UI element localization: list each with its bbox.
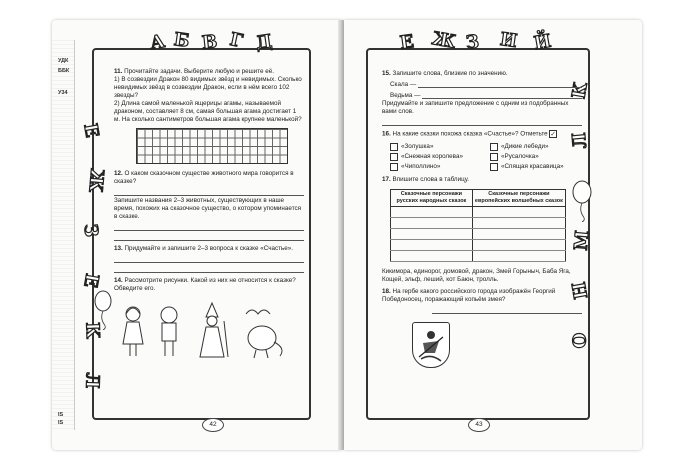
option-label: «Русалочка»	[501, 152, 539, 160]
task-16	[382, 130, 582, 172]
table-cell[interactable]	[472, 217, 565, 228]
margin-meta-u34: У34	[58, 90, 68, 96]
decor-letter: Д	[254, 30, 274, 55]
left-page	[52, 20, 342, 450]
option[interactable]	[390, 163, 482, 171]
task-17	[382, 176, 582, 284]
task-18	[382, 288, 582, 368]
answer-line[interactable]	[114, 222, 304, 231]
st-george-icon	[413, 323, 449, 367]
task-text: Придумайте и запишите 2–3 вопроса к сказке «Счастье».	[124, 245, 294, 252]
table-cell[interactable]	[391, 206, 473, 217]
checkbox[interactable]	[490, 163, 498, 171]
table-cell[interactable]	[391, 250, 473, 261]
table-row	[391, 250, 566, 261]
answer-line[interactable]	[114, 254, 304, 263]
decor-letter: А	[148, 30, 167, 55]
decor-letter: Н	[568, 280, 593, 301]
wizard-illustration[interactable]	[194, 301, 230, 359]
task-text: 2) Длина самой маленькой ящерицы агамы, называемой драконом, составляет 8 см, самая большая агама достигает 1 м. На сколько сантиметров большая агама крупнее маленькой?	[114, 100, 302, 123]
word-row	[390, 89, 582, 100]
table-cell[interactable]	[472, 239, 565, 250]
option-label: «Снежная королева»	[401, 152, 463, 160]
balloon-icon	[92, 290, 114, 330]
task-text: Запишите слова, близкие по значению.	[392, 70, 508, 77]
answer-line[interactable]	[432, 305, 582, 314]
boy-illustration[interactable]	[154, 304, 184, 359]
decor-letter: Е	[79, 271, 103, 290]
task-15	[382, 70, 582, 126]
answer-line[interactable]	[418, 79, 582, 88]
option[interactable]	[490, 163, 582, 171]
answer-line[interactable]	[114, 264, 304, 273]
task-text: Рассмотрите рисунки. Какой из них не относится к сказке? Обведите его.	[114, 277, 296, 292]
decor-letter: Л	[568, 131, 592, 150]
bottom-meta-1: IS	[58, 412, 64, 418]
checkbox[interactable]	[390, 153, 398, 161]
task-12	[114, 170, 304, 241]
answer-grid[interactable]	[136, 128, 288, 164]
task-text: На какие сказки похожа сказка «Счастье»? Отметьте	[392, 130, 548, 138]
task-text: О каком сказочном существе животного мира говорится в сказке?	[114, 170, 294, 185]
table-row	[391, 239, 566, 250]
task-13	[114, 245, 304, 273]
option[interactable]	[390, 143, 482, 151]
word-row	[390, 78, 582, 89]
decor-letter: К	[568, 80, 592, 101]
option[interactable]	[490, 153, 582, 161]
left-page-content	[114, 68, 304, 359]
answer-line[interactable]	[114, 187, 304, 196]
checkbox[interactable]	[390, 143, 398, 151]
word-list: Кикимора, единорог, домовой, дракон, Змей Горыныч, Баба Яга, Кощей, эльф, леший, кот Баюн, тролль.	[382, 267, 571, 283]
task-text: Запишите названия 2–3 животных, существующих в наше время, похожих на сказочное существо, о котором упоминается в сказке.	[114, 197, 302, 220]
decor-letter: Г	[227, 28, 245, 53]
coat-of-arms-icon	[412, 322, 450, 368]
open-workbook	[52, 20, 642, 450]
task-11	[114, 68, 304, 124]
word-label: Скала —	[390, 81, 417, 88]
table-cell[interactable]	[391, 239, 473, 250]
decor-letter: Й	[532, 30, 553, 55]
right-page	[344, 20, 642, 450]
options-grid	[390, 142, 582, 172]
table-cell[interactable]	[391, 217, 473, 228]
answer-line[interactable]	[382, 117, 582, 126]
characters-table	[390, 189, 566, 262]
decor-letter: М	[570, 229, 594, 252]
task-text: На гербе какого российского города изображён Георгий Победоносец, поражающий копьём змея?	[382, 287, 556, 303]
table-row	[391, 217, 566, 228]
illustrations	[114, 299, 304, 359]
decor-letter: Ж	[84, 167, 108, 194]
table-header: Сказочные персонажи европейских волшебных сказок	[472, 189, 565, 206]
table-cell[interactable]	[472, 250, 565, 261]
table-cell[interactable]	[472, 206, 565, 217]
decor-letter: З	[79, 223, 102, 238]
task-text: 1) В созвездии Дракон 80 видимых звёзд и невидимых. Сколько невидимых звёзд в созвездии Дракон, если в нём всего 102 звезды?	[114, 76, 302, 99]
option-label: «Чиполлино»	[401, 162, 441, 170]
page-number: 43	[468, 418, 490, 432]
task-number: 13.	[114, 245, 123, 252]
task-number: 16.	[382, 130, 391, 138]
checkmark-icon: ✓	[550, 131, 556, 138]
margin-meta-bbk: ББК	[58, 68, 70, 74]
table-cell[interactable]	[472, 228, 565, 239]
checkbox[interactable]	[490, 143, 498, 151]
option-label: «Дикие лебеди»	[501, 142, 549, 150]
right-page-content	[382, 70, 582, 372]
margin-meta-udk: УДК	[58, 58, 69, 64]
table-cell[interactable]	[391, 228, 473, 239]
option-label: «Спящая красавица»	[501, 162, 564, 170]
task-number: 17.	[382, 175, 391, 183]
option[interactable]	[390, 153, 482, 161]
option-label: «Золушка»	[401, 142, 434, 150]
bottom-meta-2: IS	[58, 420, 64, 426]
decor-letter: З	[464, 31, 481, 54]
girl-illustration[interactable]	[118, 304, 148, 359]
word-label: Ведьма —	[390, 92, 421, 99]
task-number: 15.	[382, 70, 391, 77]
task-text: Впишите слова в таблицу.	[392, 175, 469, 183]
table-row	[391, 228, 566, 239]
task-number: 12.	[114, 170, 123, 177]
decor-letter: Б	[172, 29, 191, 52]
decor-letter: Е	[79, 121, 103, 140]
page-edge-stack	[52, 40, 75, 430]
task-number: 11.	[114, 68, 123, 75]
decor-letter: К	[81, 321, 103, 340]
task-number: 14.	[114, 277, 123, 284]
answer-line[interactable]	[114, 232, 304, 241]
option[interactable]	[490, 143, 582, 151]
decor-letter: Л	[81, 372, 103, 389]
page-number: 42	[202, 418, 224, 432]
dragon-illustration[interactable]	[238, 304, 288, 359]
decor-letter: Ж	[430, 28, 458, 53]
table-header: Сказочные персонажи русских народных сказок	[391, 189, 473, 206]
task-text: Придумайте и запишите предложение с одним из подобранных вами слов.	[382, 100, 569, 115]
checkbox[interactable]	[490, 153, 498, 161]
task-14	[114, 277, 304, 293]
task-number: 18.	[382, 287, 391, 295]
checkbox[interactable]	[390, 163, 398, 171]
task-text: Прочитайте задачи. Выберите любую и решите её.	[124, 68, 274, 75]
answer-line[interactable]	[422, 90, 582, 99]
decor-letter: Е	[398, 31, 416, 54]
decor-letter: И	[498, 28, 519, 53]
decor-letter: О	[569, 332, 591, 349]
decor-letter: В	[200, 31, 219, 54]
table-row	[391, 206, 566, 217]
